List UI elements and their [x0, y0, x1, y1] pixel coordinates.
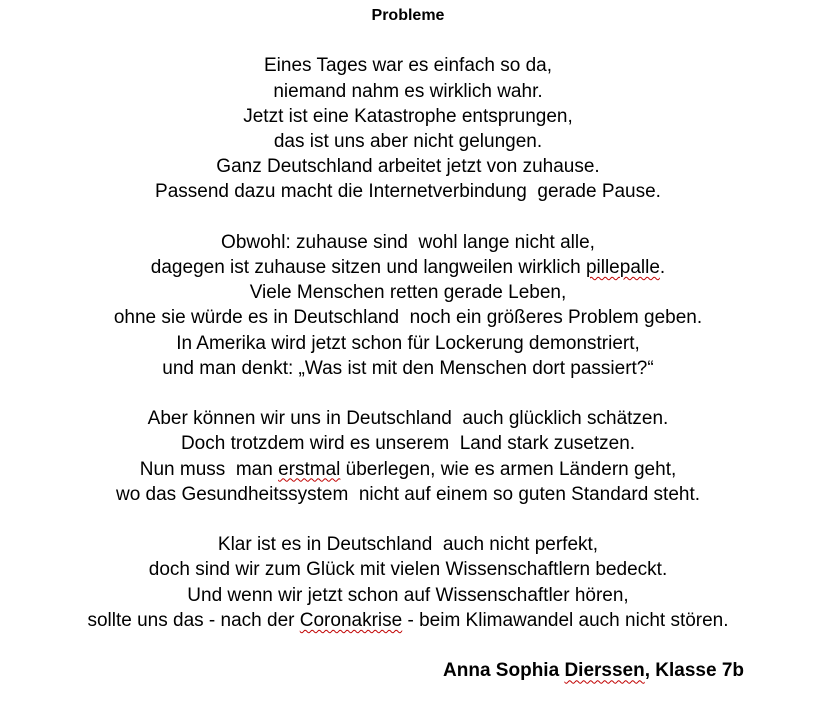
poem-line: das ist uns aber nicht gelungen.: [273, 131, 543, 153]
poem-line: Viele Menschen retten gerade Leben,: [249, 282, 567, 304]
poem-line: dagegen ist zuhause sitzen und langweilen wirklich pillepalle.: [150, 257, 666, 279]
author-line: Anna Sophia Dierssen, Klasse 7b: [443, 660, 744, 682]
poem-line: In Amerika wird jetzt schon für Lockerung demonstriert,: [176, 332, 640, 354]
poem-line: wo das Gesundheitssystem nicht auf einem so guten Standard steht.: [115, 483, 701, 505]
poem-line: doch sind wir zum Glück mit vielen Wissenschaftlern bedeckt.: [148, 559, 668, 581]
poem-line: Doch trotzdem wird es unserem Land stark zusetzen.: [180, 433, 636, 455]
poem-body: [0, 28, 816, 658]
spellcheck-word: erstmal: [278, 458, 341, 480]
poem-line: Passend dazu macht die Internetverbindung gerade Pause.: [155, 181, 661, 203]
poem-line: sollte uns das - nach der Coronakrise - beim Klimawandel auch nicht stören.: [87, 609, 729, 631]
poem-line: und man denkt: „Was ist mit den Menschen dort passiert?“: [162, 357, 654, 379]
spellcheck-word: Coronakrise: [299, 609, 403, 631]
blank-line: [0, 28, 816, 53]
poem-line: niemand nahm es wirklich wahr.: [273, 80, 543, 102]
spellcheck-word: pillepalle: [585, 257, 660, 279]
poem-line: Nun muss man erstmal überlegen, wie es armen Ländern geht,: [139, 458, 677, 480]
blank-line: [0, 633, 816, 658]
poem-line: Obwohl: zuhause sind wohl lange nicht alle,: [221, 231, 595, 253]
blank-line: [0, 381, 816, 406]
blank-line: [0, 205, 816, 230]
poem-line: Aber können wir uns in Deutschland auch glücklich schätzen.: [147, 408, 669, 430]
poem-line: ohne sie würde es in Deutschland noch ein größeres Problem geben.: [113, 307, 703, 329]
poem-line: Jetzt ist eine Katastrophe entsprungen,: [243, 105, 573, 127]
poem-line: Eines Tages war es einfach so da,: [264, 55, 552, 77]
poem-line: Klar ist es in Deutschland auch nicht perfekt,: [217, 534, 599, 556]
poem-line: Und wenn wir jetzt schon auf Wissenschaftler hören,: [187, 584, 629, 606]
poem-title: Probleme: [371, 7, 445, 24]
blank-line: [0, 507, 816, 532]
spellcheck-word: Dierssen: [564, 660, 645, 682]
poem-line: Ganz Deutschland arbeitet jetzt von zuhause.: [216, 156, 600, 178]
